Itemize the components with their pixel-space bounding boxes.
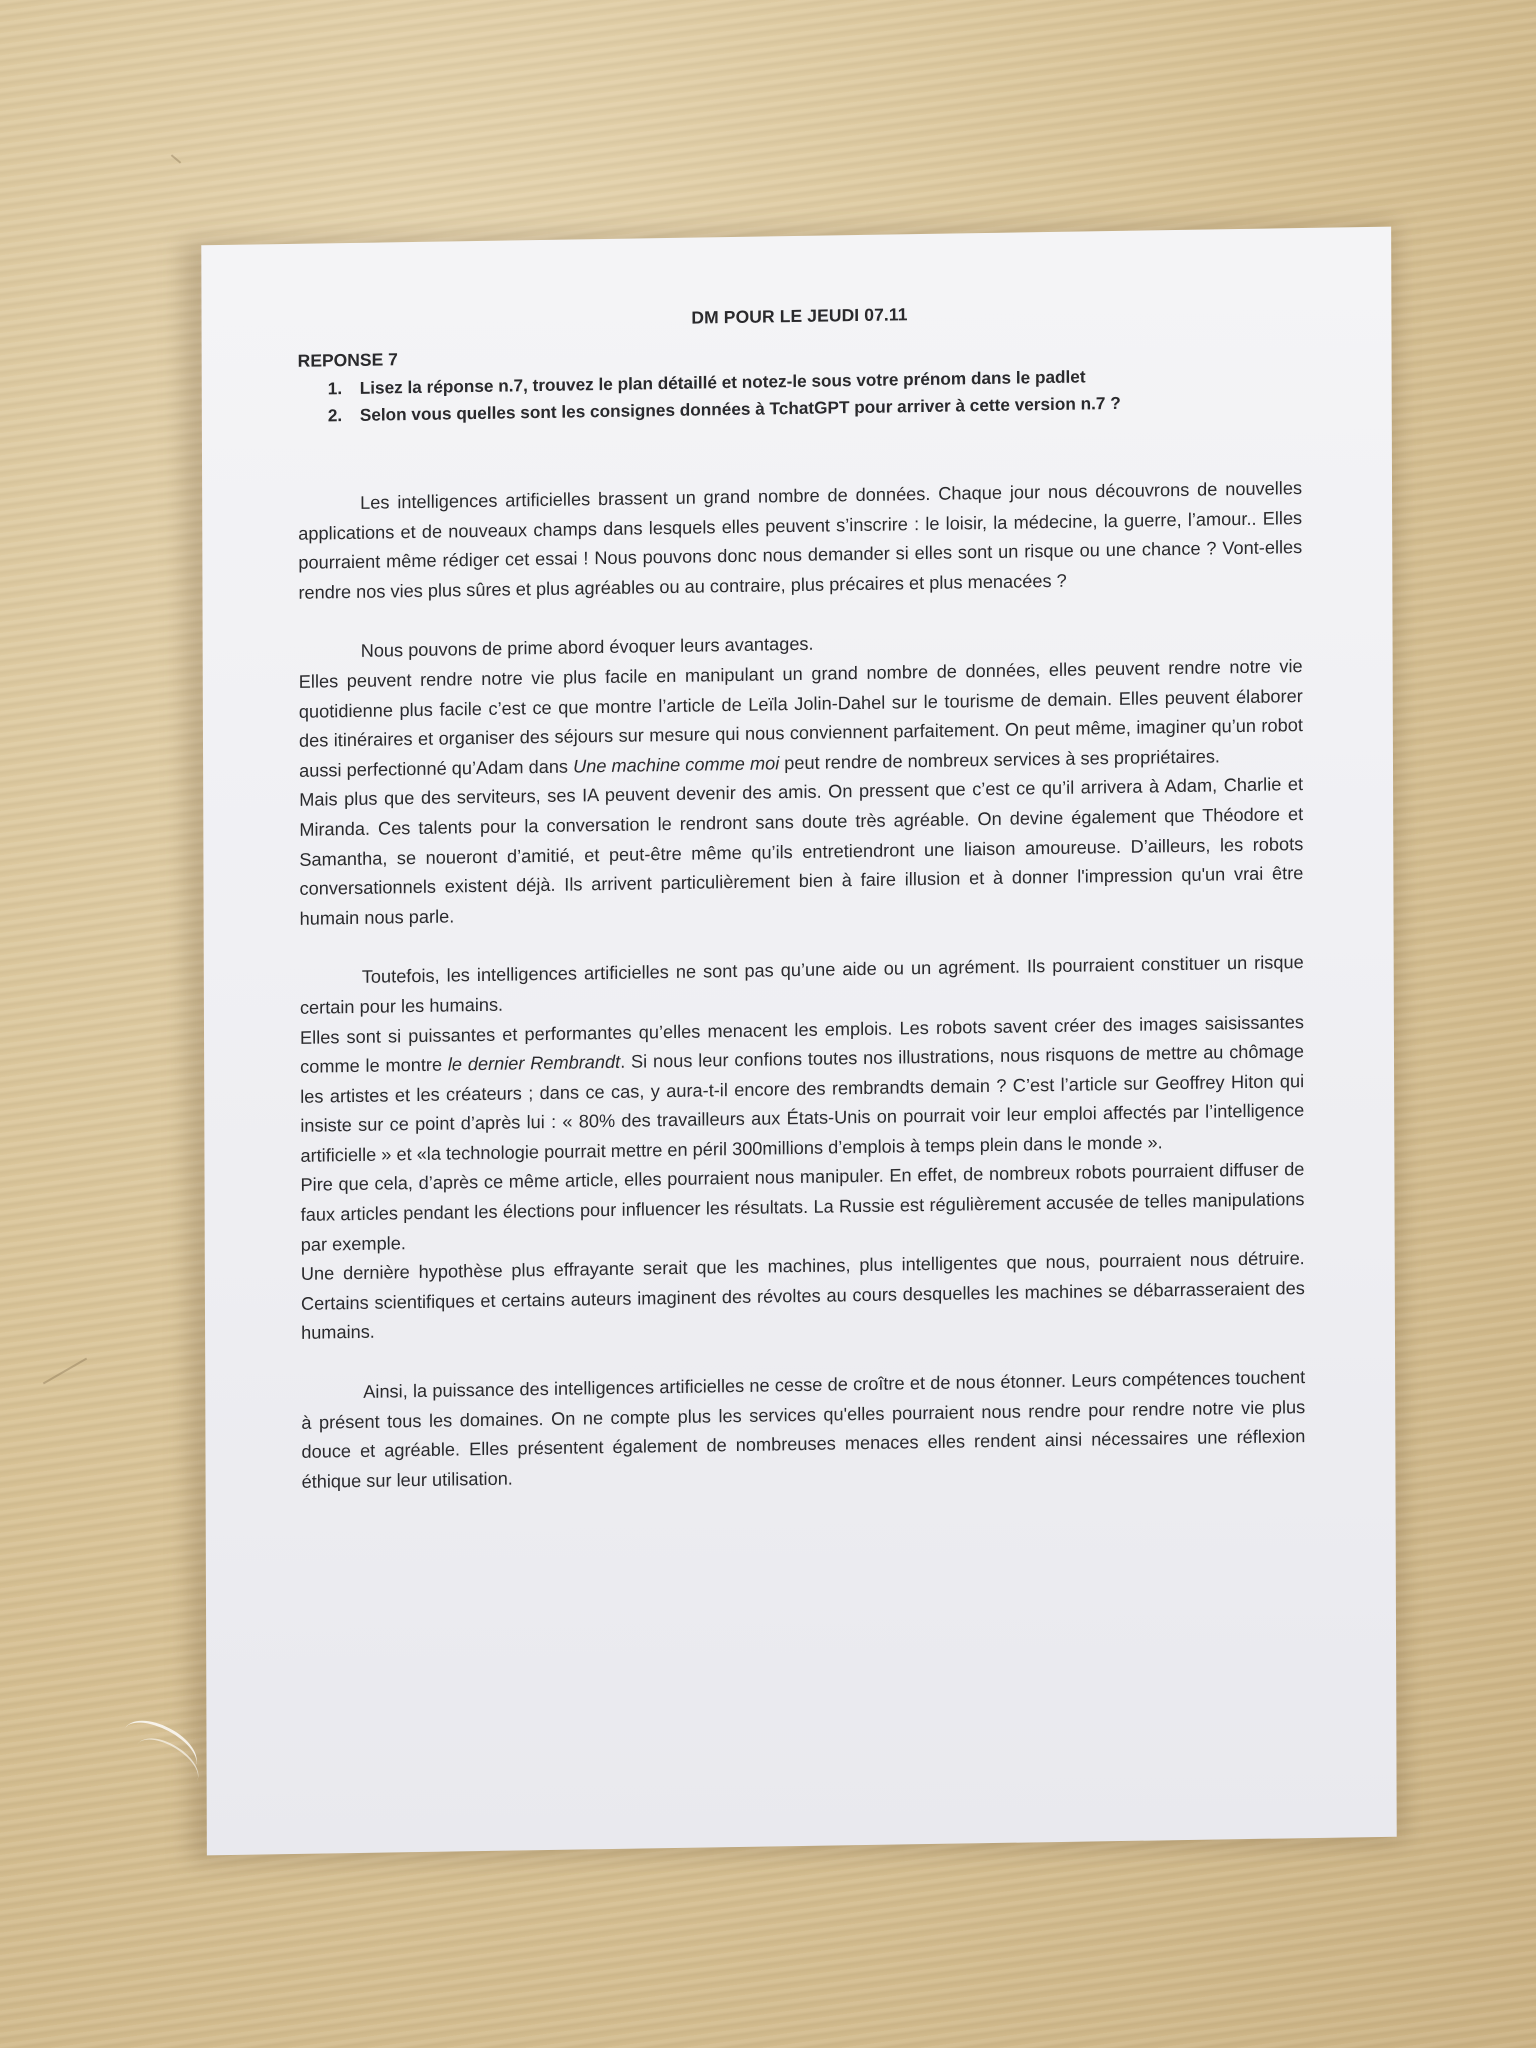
conclusion-paragraph: Ainsi, la puissance des intelligences artificielles ne cesse de croître et de nous étonner. Leurs compétences touchent à présent tous les domaines. On ne compte plus les services qu'elles pourraient nous rendre pour rendre notre vie plus douce et agréable. Elles présentent également de nombreuses menaces elles rendent ainsi nécessaires une réflexion éthique sur leur utilisation. (301, 1367, 1306, 1492)
part1-lead-sentence: Nous pouvons de prime abord évoquer leurs avantages. (360, 634, 814, 662)
book-title-italic: Une machine comme moi (573, 753, 780, 777)
desk-scratch (43, 1358, 87, 1385)
part2-lead-paragraph: Toutefois, les intelligences artificielles ne sont pas qu’une aide ou un agrément. Ils pourraient constituer un risque certain pour les humains. (299, 952, 1304, 1018)
part2-paragraph-3: Une dernière hypothèse plus effrayante serait que les machines, plus intelligentes que nous, pourraient nous détruire. Certains scientifiques et certains auteurs imaginent des révoltes au cours desquelles les machines se débarrasseraient des humains. (300, 1248, 1305, 1344)
part1-paragraph-1 (299, 652, 1303, 786)
instruction-number: 2. (327, 405, 343, 426)
artwork-title-italic: le dernier Rembrandt (447, 1051, 621, 1075)
part1-p1-text-a: Elles peuvent rendre notre vie plus facile en manipulant un grand nombre de données, elles peuvent rendre notre vie quotidienne plus facile c’est ce que montre l’article de Leïla Jolin-Dahel sur le tourisme de demain. Elles peuvent élaborer des itinéraires et organiser des séjours sur mesure qui nous conviennent parfaitement. On peut même, imaginer qu’un robot aussi perfectionné qu’Adam dans (298, 656, 1303, 781)
document-title: DM POUR LE JEUDI 07.11 (691, 304, 908, 328)
part1-p1-text-b: peut rendre de nombreux services à ses propriétaires. (779, 746, 1220, 774)
intro-paragraph: Les intelligences artificielles brassent un grand nombre de données. Chaque jour nous découvrons de nouvelles applications et de nouveaux champs dans lesquels elles peuvent s’inscrire : le loisir, la médecine, la guerre, l’amour.. Elles pourraient même rédiger cet essai ! Nous pouvons donc nous demander si elles sont un risque ou une chance ? Vont-elles rendre nos vies plus sûres et plus agréables ou au contraire, plus précaires et plus menacées ? (298, 478, 1303, 603)
part1-paragraph-2: Mais plus que des serviteurs, ses IA peuvent devenir des amis. On pressent que c’est ce qu’il arrivera à Adam, Charlie et Miranda. Ces talents pour la conversation le rendront sans doute très agréable. On devine également que Théodore et Samantha, se noueront d’amitié, et peut-être même qu’ils entretiendront une liaison amoureuse. D’ailleurs, les robots conversationnels existent déjà. Ils arrivent particulièrement bien à faire illusion et à donner l'impression qu'un vrai être humain nous parle. (299, 774, 1304, 929)
essay-body (298, 474, 1305, 1497)
response-label: REPONSE 7 (297, 349, 398, 371)
instruction-number: 1. (327, 378, 343, 399)
part2-p1-text-a: Elles sont si puissantes et performantes qu’elles menacent les emplois. Les robots savent créer des images saisissantes comme le montre (299, 1011, 1304, 1077)
printed-sheet (201, 227, 1396, 1856)
instruction-text: Selon vous quelles sont les consignes données à TchatGPT pour arriver à cette version n.7 ? (359, 392, 1121, 425)
desk-scratch (171, 154, 181, 163)
instruction-text: Lisez la réponse n.7, trouvez le plan détaillé et notez-le sous votre prénom dans le padlet (359, 366, 1086, 398)
part2-paragraph-2: Pire que cela, d’après ce même article, elles pourraient nous manipuler. En effet, de nombreux robots pourraient diffuser de faux articles pendant les élections pour influencer les résultats. La Russie est régulièrement accusée de telles manipulations par exemple. (300, 1159, 1305, 1255)
part2-p1-text-b: . Si nous leur confions toutes nos illustrations, nous risquons de mettre au chômage les artistes et les créateurs ; dans ce cas, y aura-t-il encore des rembrandts demain ? C’est l’article sur Geoffrey Hiton qui insiste sur ce point d’après lui : « 80% des travailleurs aux États-Unis on pourrait voir leur emploi affectés par l’intelligence artificielle » et «la technologie pourrait mettre en péril 300millions d’emplois à temps plein dans le monde ». (300, 1041, 1305, 1166)
instructions-list (298, 360, 1302, 430)
part2-paragraph-1 (300, 1008, 1304, 1172)
